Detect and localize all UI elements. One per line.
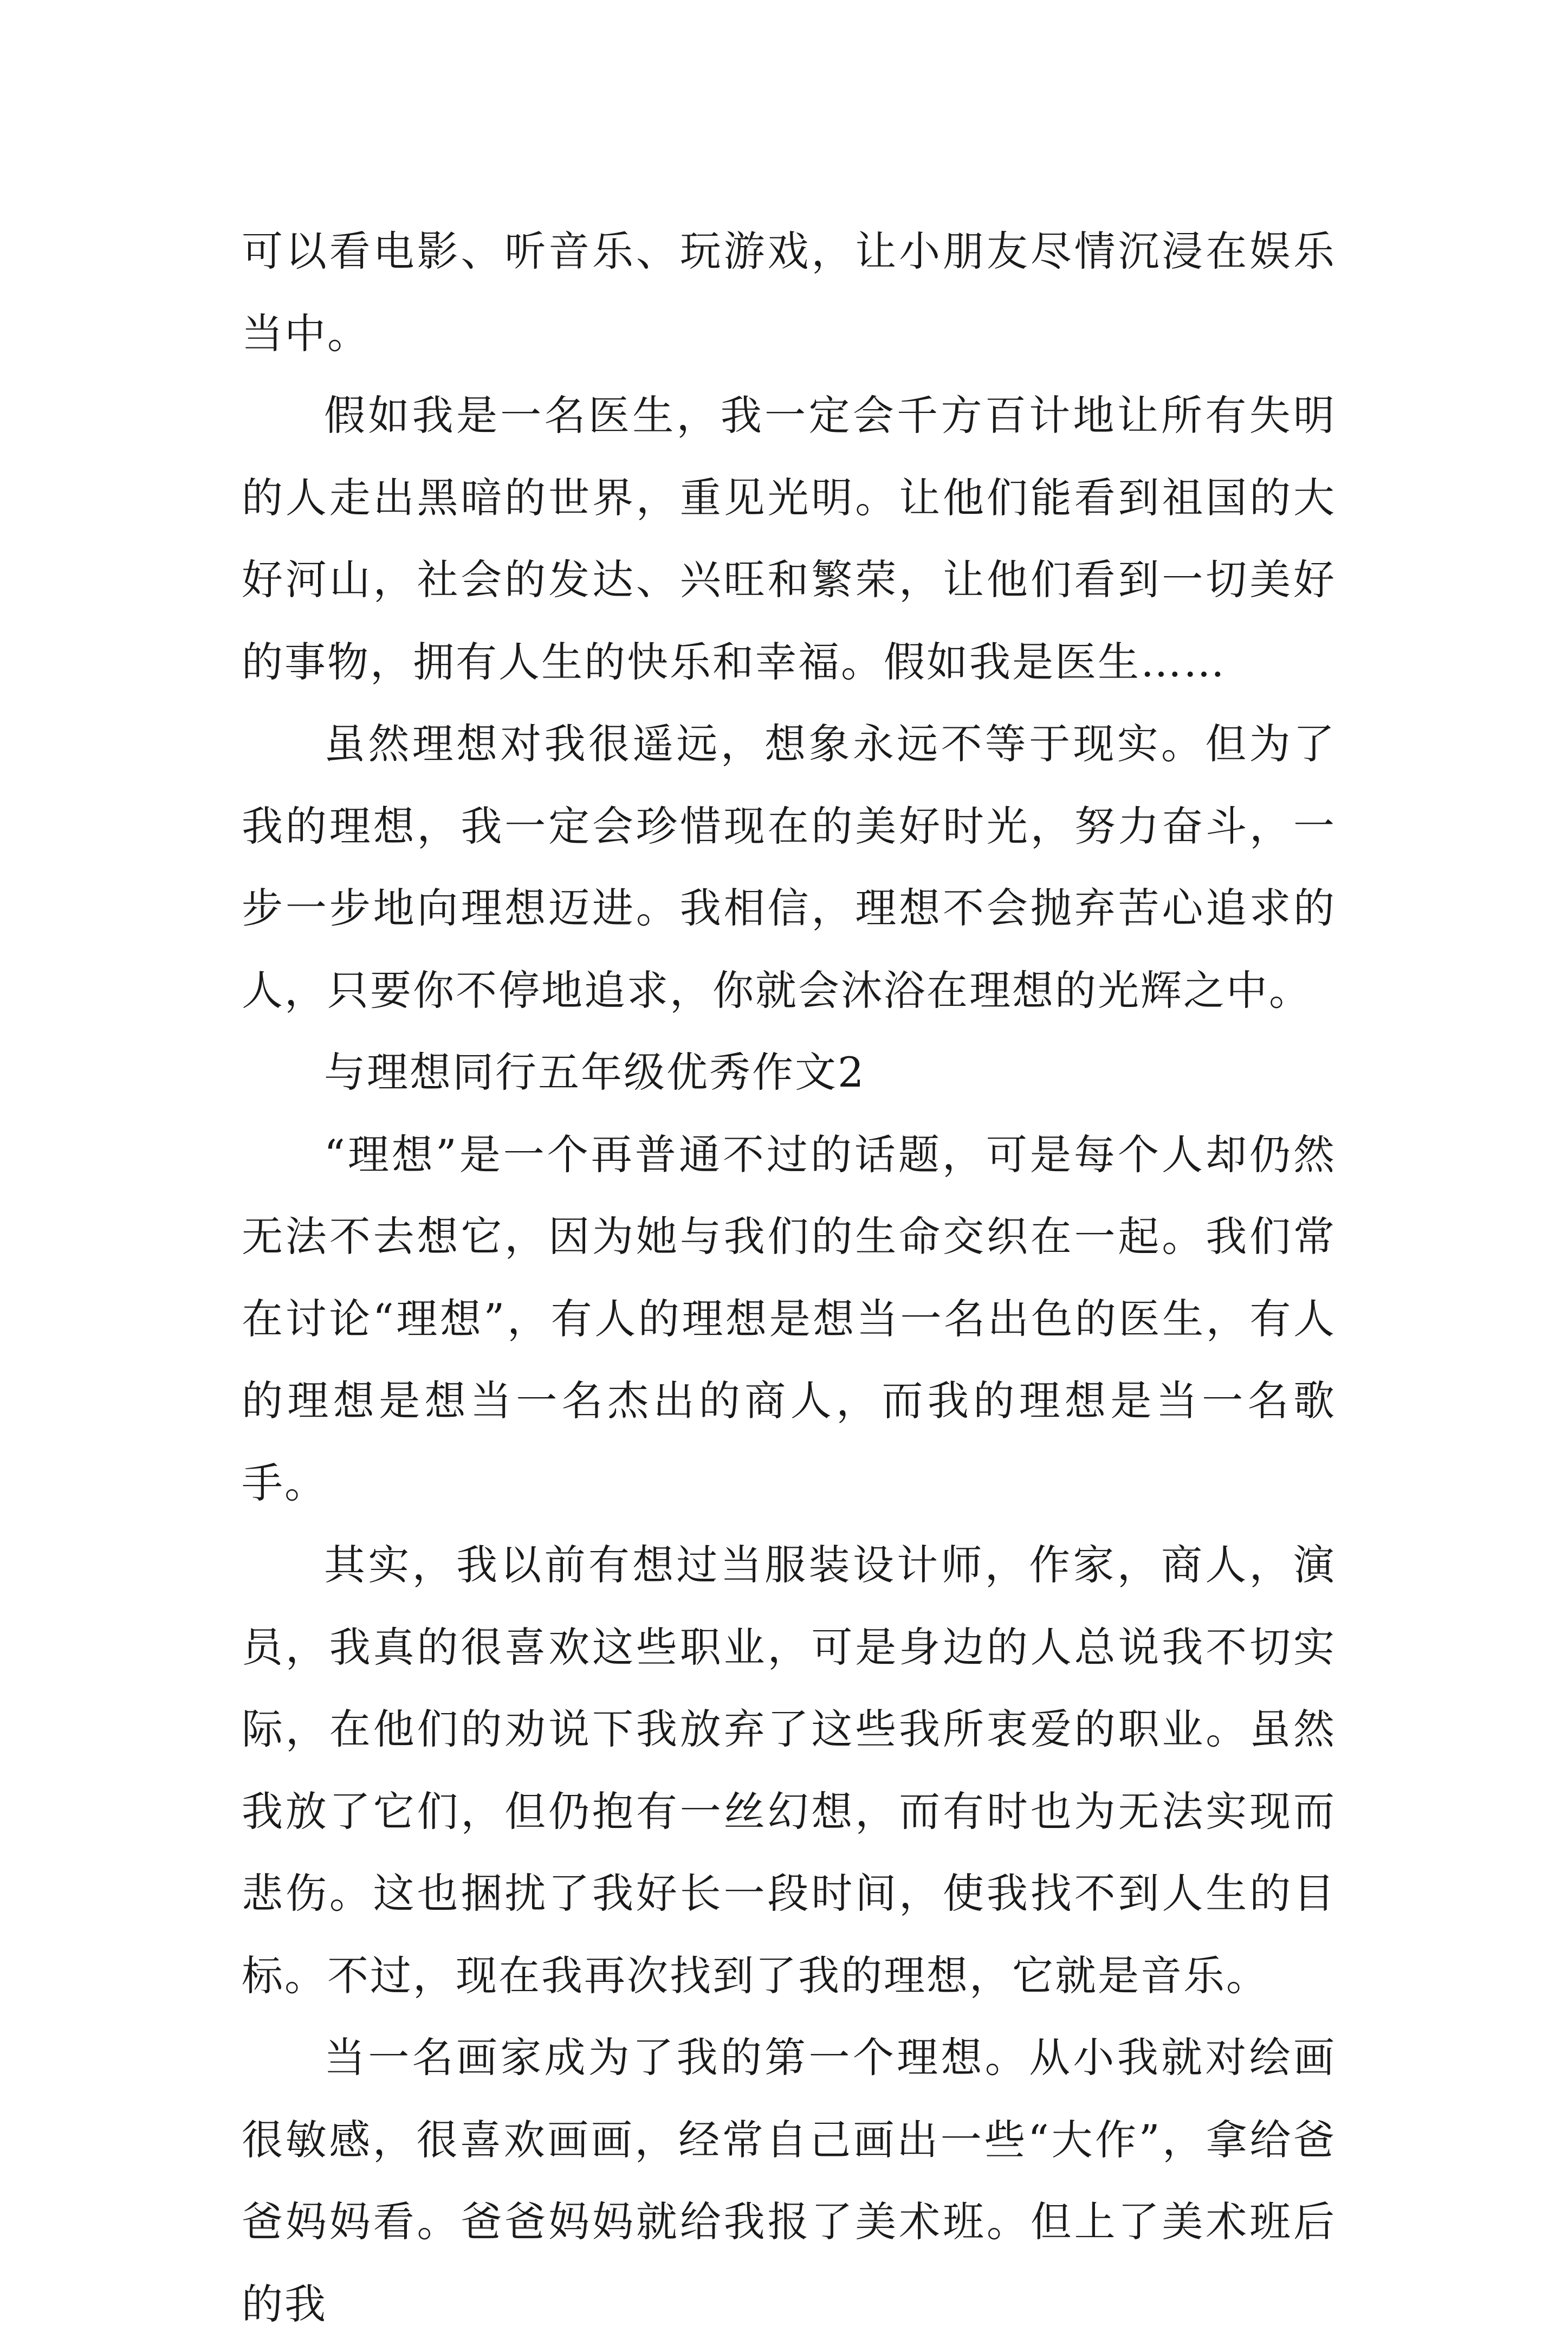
document-body <box>242 210 1336 2345</box>
essay-title-2: 与理想同行五年级优秀作文2 <box>324 1048 866 1096</box>
paragraph-ideal-far: 虽然理想对我很遥远，想象永远不等于现实。但为了我的理想，我一定会珍惜现在的美好时光，努力奋斗，一步一步地向理想迈进。我相信，理想不会抛弃苦心追求的人，只要你不停地追求，你就会沐浴在理想的光辉之中。 <box>242 720 1336 1015</box>
paragraph-painter: 当一名画家成为了我的第一个理想。从小我就对绘画很敏感，很喜欢画画，经常自己画出一些“大作”，拿给爸爸妈妈看。爸爸妈妈就给我报了美术班。但上了美术班后的我 <box>242 2033 1336 2328</box>
paragraph-ideal-topic: “理想”是一个再普通不过的话题，可是每个人却仍然无法不去想它，因为她与我们的生命交织在一起。我们常在讨论“理想”，有人的理想是想当一名出色的医生，有人的理想是想当一名杰出的商人，而我的理想是当一名歌手。 <box>242 1130 1336 1507</box>
paragraph-doctor: 假如我是一名医生，我一定会千方百计地让所有失明的人走出黑暗的世界，重见光明。让他们能看到祖国的大好河山，社会的发达、兴旺和繁荣，让他们看到一切美好的事物，拥有人生的快乐和幸福。假如我是医生…… <box>242 391 1336 686</box>
paragraph-careers: 其实，我以前有想过当服装设计师，作家，商人，演员，我真的很喜欢这些职业，可是身边的人总说我不切实际，在他们的劝说下我放弃了这些我所衷爱的职业。虽然我放了它们，但仍抱有一丝幻想，而有时也为无法实现而悲伤。这也捆扰了我好长一段时间，使我找不到人生的目标。不过，现在我再次找到了我的理想，它就是音乐。 <box>242 1541 1336 2000</box>
paragraph-continuation: 可以看电影、听音乐、玩游戏，让小朋友尽情沉浸在娱乐当中。 <box>242 227 1336 358</box>
